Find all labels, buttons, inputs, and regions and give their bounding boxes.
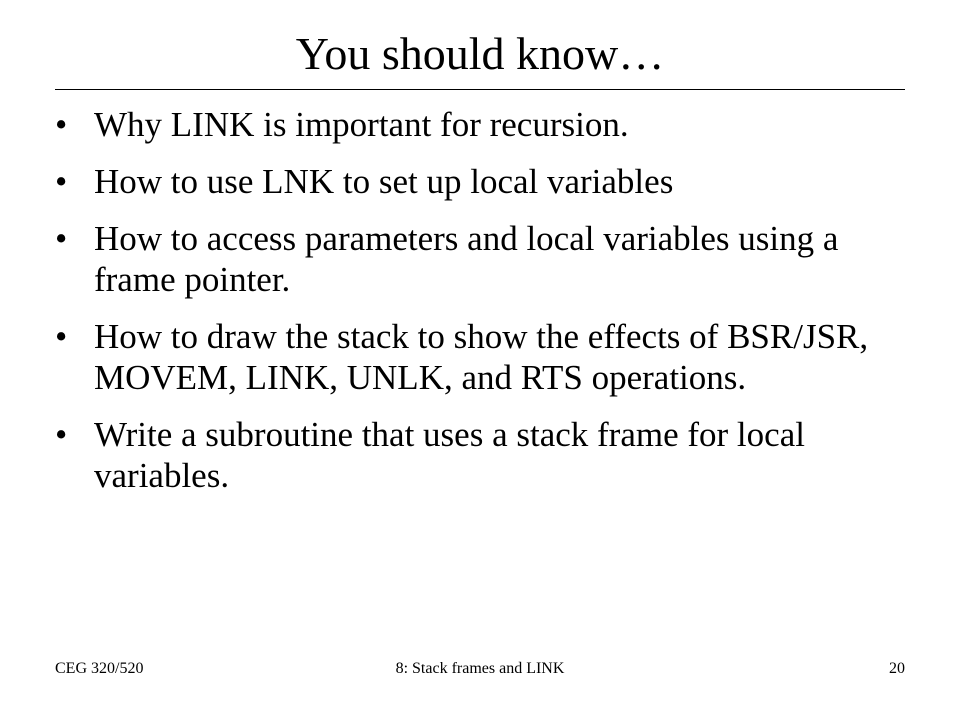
bullet-text: How to use LNK to set up local variables <box>94 162 674 201</box>
bullet-item <box>55 218 905 300</box>
bullet-icon: • <box>55 162 68 201</box>
bullet-text: How to draw the stack to show the effects of BSR/JSR, MOVEM, LINK, UNLK, and RTS operations. <box>94 317 869 397</box>
footer-course: CEG 320/520 <box>55 660 144 677</box>
bullet-item <box>55 104 905 145</box>
bullet-item <box>55 316 905 398</box>
bullet-icon: • <box>55 415 68 454</box>
bullet-text: Write a subroutine that uses a stack frame for local variables. <box>94 415 805 495</box>
bullet-text: How to access parameters and local variables using a frame pointer. <box>94 219 839 299</box>
bullet-icon: • <box>55 105 68 144</box>
slide-title: You should know… <box>295 28 665 79</box>
bullet-icon: • <box>55 219 68 258</box>
bullet-list <box>55 104 905 512</box>
bullet-item <box>55 414 905 496</box>
bullet-item <box>55 161 905 202</box>
bullet-icon: • <box>55 317 68 356</box>
title-divider <box>55 89 905 90</box>
footer-page-number: 20 <box>889 660 905 677</box>
footer-topic: 8: Stack frames and LINK <box>395 660 565 677</box>
bullet-text: Why LINK is important for recursion. <box>94 105 629 144</box>
